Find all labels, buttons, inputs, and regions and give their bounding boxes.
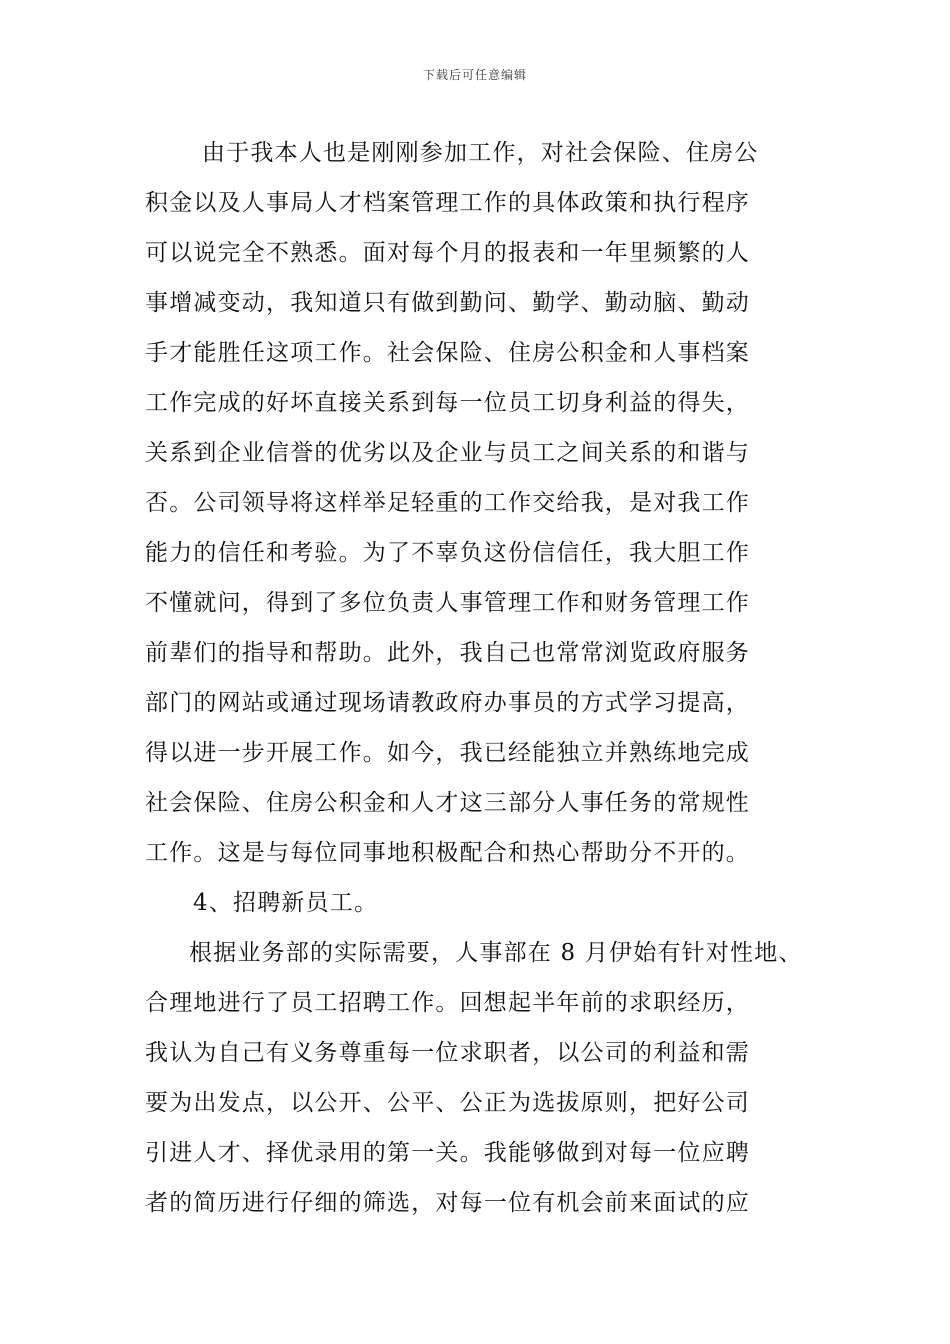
paragraph-line: 社会保险、住房公积金和人才这三部分人事任务的常规性 [145, 790, 750, 816]
document-body [145, 128, 825, 1228]
paragraph-line: 手才能胜任这项工作。社会保险、住房公积金和人事档案 [145, 340, 750, 366]
paragraph-line: 工作。这是与每位同事地积极配合和热心帮助分不开的。 [145, 840, 750, 866]
paragraph-line: 能力的信任和考验。为了不辜负这份信信任，我大胆工作 [145, 540, 750, 566]
paragraph-line: 事增减变动，我知道只有做到勤问、勤学、勤动脑、勤动 [145, 290, 750, 316]
paragraph-line: 前辈们的指导和帮助。此外，我自己也常常浏览政府服务 [145, 640, 750, 666]
paragraph-line: 根据业务部的实际需要，人事部在 8 月伊始有针对性地、 [189, 940, 803, 966]
paragraph-line: 不懂就问，得到了多位负责人事管理工作和财务管理工作 [145, 590, 750, 616]
paragraph-line: 积金以及人事局人才档案管理工作的具体政策和执行程序 [145, 190, 750, 216]
paragraph-line: 否。公司领导将这样举足轻重的工作交给我，是对我工作 [145, 490, 750, 516]
paragraph-line: 关系到企业信誉的优劣以及企业与员工之间关系的和谐与 [145, 440, 750, 466]
paragraph-line: 由于我本人也是刚刚参加工作，对社会保险、住房公 [202, 140, 759, 166]
paragraph-line: 合理地进行了员工招聘工作。回想起半年前的求职经历， [145, 990, 750, 1016]
paragraph-line: 部门的网站或通过现场请教政府办事员的方式学习提高， [145, 690, 750, 716]
paragraph-line: 工作完成的好坏直接关系到每一位员工切身利益的得失， [145, 390, 750, 416]
page-header: 下载后可任意编辑 [422, 68, 527, 82]
paragraph-line: 得以进一步开展工作。如今，我已经能独立并熟练地完成 [145, 740, 750, 766]
section-heading: 4、招聘新员工。 [193, 890, 379, 916]
paragraph-line: 引进人才、择优录用的第一关。我能够做到对每一位应聘 [145, 1140, 750, 1166]
paragraph-line: 要为出发点，以公开、公平、公正为选拔原则，把好公司 [145, 1090, 750, 1116]
paragraph-line: 我认为自己有义务尊重每一位求职者，以公司的利益和需 [145, 1040, 750, 1066]
paragraph-line: 者的简历进行仔细的筛选，对每一位有机会前来面试的应 [145, 1190, 750, 1216]
paragraph-line: 可以说完全不熟悉。面对每个月的报表和一年里频繁的人 [145, 240, 750, 266]
